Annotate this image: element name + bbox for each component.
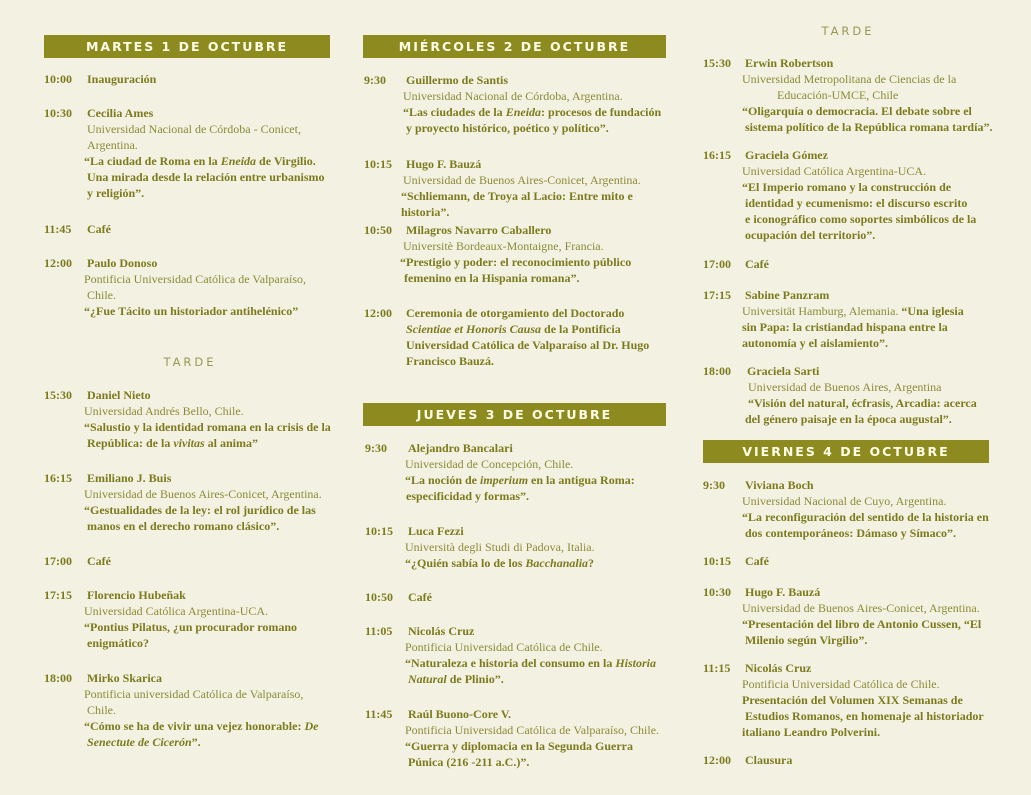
entry-time: 11:45 [365, 707, 393, 721]
institution: Universität Hamburg, Alemania. [742, 304, 902, 318]
entry-time: 17:00 [44, 554, 72, 568]
talk-title: italiano Leandro Polverini. [742, 725, 881, 739]
entry-title: Café [87, 554, 111, 568]
talk-text: “La noción de [405, 473, 481, 487]
day-header-friday: VIERNES 4 DE OCTUBRE [703, 440, 989, 463]
day-header-tuesday: MARTES 1 DE OCTUBRE [44, 35, 330, 58]
talk-title: “Salustio y la identidad romana en la crisis de la [84, 420, 331, 434]
entry-time: 10:30 [44, 106, 72, 120]
talk-text: ? [588, 556, 595, 570]
speaker-name: Nicolás Cruz [745, 661, 812, 675]
institution: Universitè Bordeaux-Montaigne, Francia. [403, 239, 604, 253]
entry-time: 17:15 [44, 588, 72, 602]
speaker-name: Mirko Skarica [87, 671, 162, 685]
institution: Universidad de Buenos Aires, Argentina [748, 380, 942, 394]
institution: Universidad Nacional de Córdoba - Conicet, [87, 122, 301, 136]
section-label-afternoon: TARDE [163, 355, 217, 369]
talk-italic: Natural [408, 672, 447, 686]
talk-title: “Visión del natural, écfrasis, Arcadia: acerca [748, 396, 977, 410]
speaker-name: Viviana Boch [745, 478, 814, 492]
talk-title: “Guerra y diplomacia en la Segunda Guerra [405, 739, 633, 753]
day-header-wednesday: MIÉRCOLES 2 DE OCTUBRE [363, 35, 666, 58]
entry-time: 9:30 [364, 73, 386, 87]
institution: Universidad de Buenos Aires-Conicet, Argentina. [742, 601, 980, 615]
program-entry [702, 287, 1002, 351]
program-entry [702, 147, 1002, 243]
program-entry [362, 156, 672, 220]
program-entry [44, 255, 344, 319]
entry-time: 16:15 [44, 471, 72, 485]
talk-text: Una mirada desde la relación entre urbanismo [87, 170, 325, 184]
talk-title [84, 153, 344, 201]
entry-time: 18:00 [44, 671, 72, 685]
entry-title: Café [745, 554, 769, 568]
institution: Pontificia Universidad Católica de Valparaíso, Chile. [405, 723, 660, 737]
speaker-name: Daniel Nieto [87, 388, 151, 402]
entry-time: 10:15 [364, 157, 392, 171]
talk-title: del género paisaje en la época augustal”. [745, 412, 952, 426]
entry-time: 11:05 [365, 624, 393, 638]
talk-title: ocupación del territorio”. [745, 228, 876, 242]
talk-title: Milenio según Virgilio”. [745, 633, 868, 647]
program-entry [44, 387, 344, 451]
entry-time: 9:30 [703, 478, 725, 492]
ceremony-title: Ceremonia de otorgamiento del Doctorado [406, 306, 625, 320]
talk-text: Universidad Católica de Valparaíso al Dr. Hugo [406, 338, 650, 352]
entry-time: 10:15 [365, 524, 393, 538]
program-entry [702, 660, 1002, 740]
entry-time: 12:00 [44, 256, 72, 270]
talk-title: “El Imperio romano y la construcción de [742, 180, 952, 194]
talk-text: ”. [191, 735, 201, 749]
speaker-name: Graciela Gómez [745, 148, 828, 162]
institution: Universidad de Buenos Aires-Conicet, Argentina. [84, 487, 322, 501]
talk-text: República: de la [87, 436, 174, 450]
speaker-name: Florencio Hubeñak [87, 588, 186, 602]
talk-title: autonomía y el aislamiento”. [742, 336, 888, 350]
speaker-name: Paulo Donoso [87, 256, 158, 270]
entry-time: 16:15 [703, 148, 731, 162]
talk-italic: Eneida [220, 154, 257, 168]
speaker-name: Nicolás Cruz [408, 624, 475, 638]
talk-title: dos contemporáneos: Dámaso y Símaco”. [745, 526, 956, 540]
entry-time: 10:50 [364, 223, 392, 237]
talk-text: de la Pontificia [541, 322, 621, 336]
entry-time: 18:00 [703, 364, 731, 378]
entry-title: Café [745, 257, 769, 271]
section-label-afternoon: TARDE [821, 24, 875, 38]
program-entry [362, 440, 672, 504]
talk-italic: Senectute de Cicerón [87, 735, 192, 749]
talk-title: “Presentación del libro de Antonio Cussen, “El [742, 617, 982, 631]
entry-time: 9:30 [365, 441, 387, 455]
entry-time: 10:50 [365, 590, 393, 604]
program-entry [362, 72, 672, 136]
talk-text: en la antigua Roma: [528, 473, 635, 487]
entry-title: Inauguración [87, 72, 157, 86]
talk-title: “Pontius Pilatus, ¿un procurador romano [84, 620, 298, 634]
speaker-name: Sabine Panzram [745, 288, 830, 302]
talk-italic: Bacchanalia [525, 556, 589, 570]
talk-italic: Eneida [505, 105, 542, 119]
institution: Pontificia universidad Católica de Valparaíso, [84, 687, 304, 701]
talk-italic: De [304, 719, 319, 733]
talk-italic: Historia [615, 656, 657, 670]
talk-title: manos en el derecho romano clásico”. [87, 519, 280, 533]
institution: Universidad Nacional de Córdoba, Argentina. [403, 89, 623, 103]
program-entry [362, 523, 672, 571]
program-entry [44, 105, 344, 201]
talk-italic: imperium [480, 473, 529, 487]
talk-text: de Plinio”. [446, 672, 504, 686]
institution: Argentina. [87, 138, 138, 152]
entry-time: 17:00 [703, 257, 731, 271]
program-entry [362, 222, 672, 286]
talk-text: : procesos de fundación [541, 105, 662, 119]
entry-time: 10:30 [703, 585, 731, 599]
talk-text: “¿Quién sabía lo de los [405, 556, 526, 570]
talk-text: Francisco Bauzá. [406, 354, 494, 368]
institution: Universidad de Concepción, Chile. [405, 457, 574, 471]
talk-title: Presentación del Volumen XIX Semanas de [742, 693, 963, 707]
day-header-thursday: JUEVES 3 DE OCTUBRE [363, 403, 666, 426]
speaker-name: Luca Fezzi [408, 524, 464, 538]
speaker-name: Erwin Robertson [745, 56, 834, 70]
talk-italic: Scientiae et Honoris Causa [406, 322, 542, 336]
speaker-name: Milagros Navarro Caballero [406, 223, 552, 237]
talk-title: sin Papa: la cristiandad hispana entre la [742, 320, 948, 334]
entry-time: 17:15 [703, 288, 731, 302]
speaker-name: Alejandro Bancalari [408, 441, 513, 455]
institution: Educación-UMCE, Chile [777, 88, 899, 102]
entry-time: 12:00 [364, 306, 392, 320]
institution: Universidad Nacional de Cuyo, Argentina. [742, 494, 947, 508]
talk-title: “Schliemann, de Troya al Lacio: Entre mito e historia”. [401, 189, 633, 219]
program-entry [702, 363, 1002, 427]
program-entry [44, 470, 344, 534]
talk-text: al anima” [204, 436, 259, 450]
entry-title: Clausura [745, 753, 793, 767]
speaker-name: Raúl Buono-Core V. [408, 707, 512, 721]
institution: Università degli Studi di Padova, Italia. [405, 540, 595, 554]
entry-time: 10:15 [703, 554, 731, 568]
talk-text: y religión”. [87, 186, 145, 200]
talk-title: Púnica (216 -211 a.C.)”. [408, 755, 530, 769]
talk-italic: vivitas [173, 436, 205, 450]
speaker-name: Guillermo de Santis [406, 73, 509, 87]
talk-title: e iconográfico como soportes simbólicos de la [745, 212, 977, 226]
talk-text: “La ciudad de Roma en la [84, 154, 221, 168]
talk-title: “Gestualidades de la ley: el rol jurídico de las [84, 503, 316, 517]
talk-title: sistema político de la República romana tardía”. [745, 120, 993, 134]
institution: Universidad Andrés Bello, Chile. [84, 404, 244, 418]
speaker-name: Hugo F. Bauzá [745, 585, 821, 599]
talk-title: y proyecto histórico, poético y político”. [406, 121, 609, 135]
talk-title: “La reconfiguración del sentido de la historia en [742, 510, 989, 524]
talk-title: “Oligarquía o democracia. El debate sobre el [742, 104, 972, 118]
talk-title: Estudios Romanos, en homenaje al historiador [745, 709, 984, 723]
speaker-name: Hugo F. Bauzá [406, 157, 482, 171]
talk-title: identidad y ecumenismo: el discurso escrito [745, 196, 968, 210]
institution: Chile. [87, 288, 116, 302]
program-entry [702, 477, 1002, 541]
entry-time: 15:30 [44, 388, 72, 402]
entry-title: Café [87, 222, 111, 236]
talk-text: de Virgilio. [256, 154, 316, 168]
program-entry [702, 55, 1002, 135]
talk-text: “Las ciudades de la [403, 105, 506, 119]
institution: Universidad Católica Argentina-UCA. [742, 164, 927, 178]
entry-time: 11:15 [703, 661, 731, 675]
speaker-name: Graciela Sarti [747, 364, 820, 378]
institution: Universidad Metropolitana de Ciencias de la [742, 72, 957, 86]
talk-title: femenino en la Hispania romana”. [404, 271, 580, 285]
entry-time: 12:00 [703, 753, 731, 767]
program-entry [44, 670, 344, 750]
institution: Pontificia Universidad Católica de Chile. [742, 677, 940, 691]
entry-time: 11:45 [44, 222, 72, 236]
talk-title: especificidad y formas”. [406, 489, 529, 503]
program-entry [44, 587, 344, 651]
talk-title: “¿Fue Tácito un historiador antihelénico” [84, 304, 299, 318]
speaker-name: Cecilia Ames [87, 106, 154, 120]
institution: Pontificia Universidad Católica de Valparaíso, [84, 272, 307, 286]
talk-text: “Cómo se ha de vivir una vejez honorable: [84, 719, 305, 733]
institution: Universidad Católica Argentina-UCA. [84, 604, 269, 618]
entry-title: Café [408, 590, 432, 604]
program-entry [362, 706, 672, 770]
talk-title: “Prestigio y poder: el reconocimiento público [400, 255, 632, 269]
entry-time: 10:00 [44, 72, 72, 86]
institution: Universidad de Buenos Aires-Conicet, Argentina. [403, 173, 641, 187]
entry-time: 15:30 [703, 56, 731, 70]
program-entry [362, 305, 672, 369]
institution: Pontificia Universidad Católica de Chile. [405, 640, 603, 654]
talk-text: “Una iglesia [901, 304, 964, 318]
institution: Chile. [87, 703, 116, 717]
program-entry [362, 623, 672, 687]
talk-title: enigmático? [87, 636, 149, 650]
speaker-name: Emiliano J. Buis [87, 471, 172, 485]
talk-text: “Naturaleza e historia del consumo en la [405, 656, 616, 670]
program-entry [702, 584, 1002, 648]
